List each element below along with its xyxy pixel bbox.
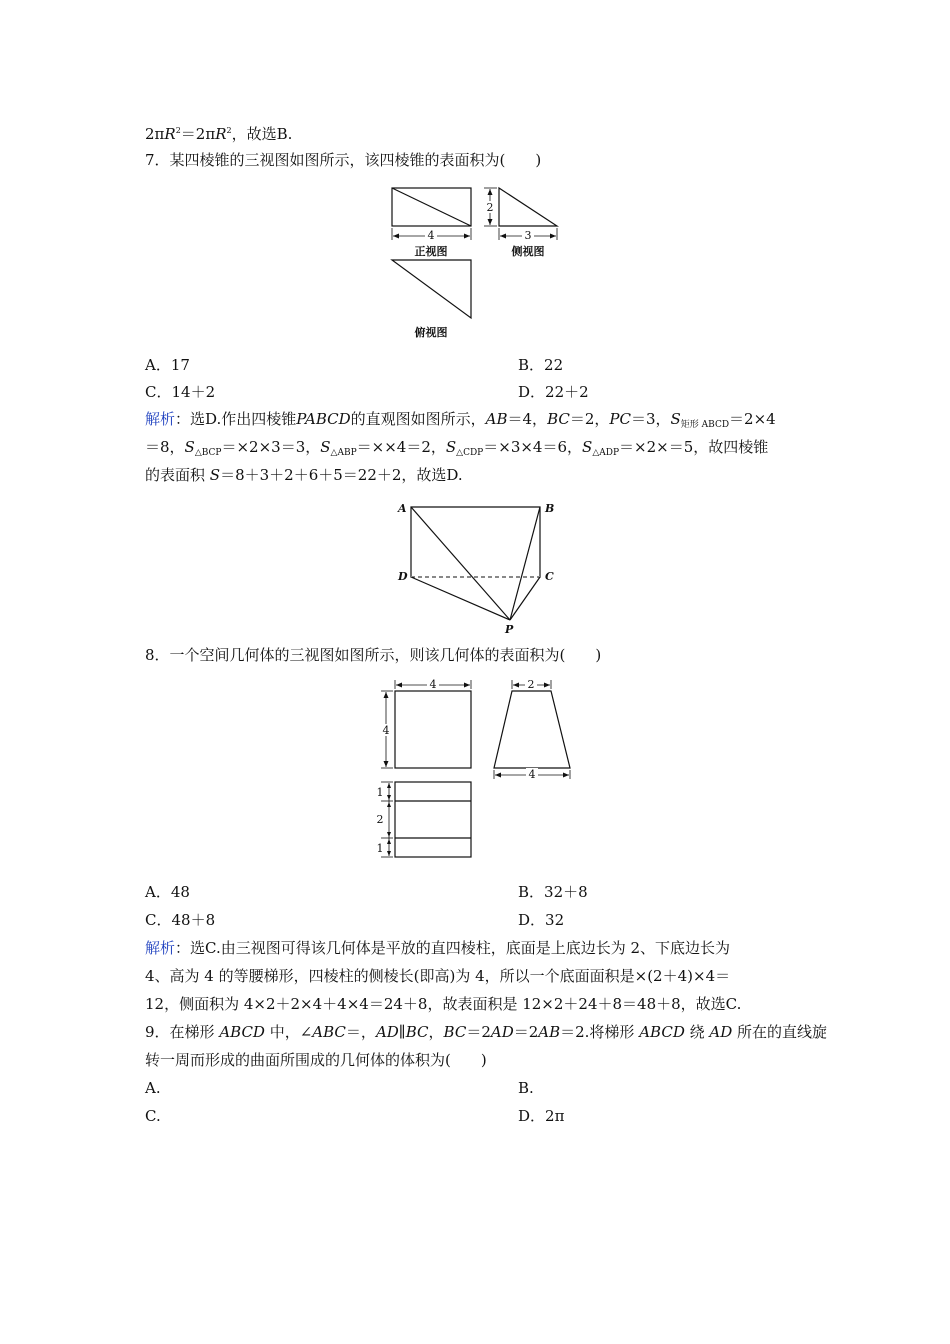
q7-top-view (392, 260, 471, 318)
q7-analysis-line-2: ＝8，$S_{\triangle BCP}=\times 2\times 3=3$，$S_{\triangle ABP}=\times\times 4=2$，$S_{\triangle CDP}=\times 3\times 4=6$，$S_{\triangle ADP}=\times 2\times=5$，故四棱锥 (145, 438, 769, 458)
q8-width-dim: 4 (429, 678, 437, 691)
q8-seg2-dim: 2 (376, 813, 384, 826)
q7-face-abcd (411, 507, 540, 577)
q8-front-view (395, 691, 471, 768)
q7-analysis-line-3: 的表面积 S＝8＋3＋2＋6＋5＝22＋2，故选D. (145, 466, 463, 484)
q7-option-d: D．22＋2 (518, 383, 589, 401)
q9-option-c: C. (145, 1107, 161, 1125)
q9-stem-line-1: 9．在梯形 ABCD 中，∠ABC＝，AD∥BC，BC＝2AD＝2AB＝2.将梯形 ABCD 绕 AD 所在的直线旋 (145, 1023, 828, 1041)
q8-top-view (395, 782, 471, 857)
q7-analysis-label: 解析 (145, 410, 176, 428)
q9-option-row-1 (145, 1078, 534, 1098)
q8-analysis-label: 解析 (145, 939, 176, 957)
q9-option-row-2 (145, 1106, 565, 1126)
q7-pyramid-diagram (390, 498, 565, 638)
q8-three-views (372, 674, 582, 864)
q7-label-b: B (545, 502, 555, 515)
q7-height-dim: 2 (486, 201, 494, 214)
q9-option-b: B. (518, 1079, 534, 1097)
q8-option-a: A．48 (145, 883, 190, 901)
q7-label-d: D (398, 570, 408, 583)
q8-option-row-2 (145, 910, 565, 930)
q8-seg3-dim: 1 (376, 842, 384, 855)
q8-option-b: B．32＋8 (518, 883, 588, 901)
q9-stem-line-2: 转一周而形成的曲面所围成的几何体的体积为( ) (145, 1051, 487, 1069)
q8-option-c: C．48＋8 (145, 911, 216, 929)
q7-top-caption: 俯视图 (414, 326, 448, 339)
q8-option-d: D．32 (518, 911, 565, 929)
q9-option-d: D．2π (518, 1107, 565, 1125)
q8-bottom-base-dim: 4 (528, 768, 536, 781)
q8-side-view (494, 691, 570, 768)
q8-analysis-line-3: 12，侧面积为 4×2＋2×4＋4×4＝24＋8，故表面积是 12×2＋24＋8＝48＋8，故选C. (145, 995, 742, 1013)
q7-option-c: C．14＋2 (145, 383, 216, 401)
q8-height-dim: 4 (382, 724, 390, 737)
q7-front-diagonal (392, 188, 471, 226)
q7-front-dim: 4 (427, 229, 435, 242)
q7-three-views (380, 182, 570, 342)
q8-stem: 8．一个空间几何体的三视图如图所示，则该几何体的表面积为( ) (145, 646, 602, 664)
q7-option-row-2 (145, 382, 589, 402)
q9-option-a: A. (145, 1079, 161, 1097)
q8-seg1-dim: 1 (376, 786, 384, 799)
q7-side-dim: 3 (524, 229, 532, 242)
previous-answer-line: $2\pi R^2=2\pi R^2$，故选B. (145, 125, 293, 143)
q8-analysis-line-1: 解析：选C.由三视图可得该几何体是平放的直四棱柱，底面是上底边长为 2、下底边长为 (145, 939, 731, 957)
q7-label-p: P (505, 623, 514, 636)
q7-label-a: A (398, 502, 407, 515)
q8-analysis-line-2: 4、高为 4 的等腰梯形，四棱柱的侧棱长(即高)为 4，所以一个底面面积是×(2＋4)×4＝ (145, 967, 731, 985)
q8-option-row-1 (145, 882, 588, 902)
q7-option-b: B．22 (518, 356, 564, 374)
q7-side-caption: 侧视图 (511, 245, 545, 258)
q7-option-row-1 (145, 355, 564, 375)
q7-side-view (499, 188, 557, 226)
q7-stem: 7．某四棱锥的三视图如图所示，该四棱锥的表面积为( ) (145, 151, 542, 169)
q7-option-a: A．17 (145, 356, 190, 374)
q7-label-c: C (545, 570, 554, 583)
q7-front-caption: 正视图 (414, 245, 448, 258)
q8-top-base-dim: 2 (527, 678, 535, 691)
q7-analysis-line-1: 解析：选D.作出四棱锥PABCD的直观图如图所示，AB＝4，BC＝2，PC＝3，$S_{矩形 ABCD}=2\times 4$ (145, 410, 776, 430)
